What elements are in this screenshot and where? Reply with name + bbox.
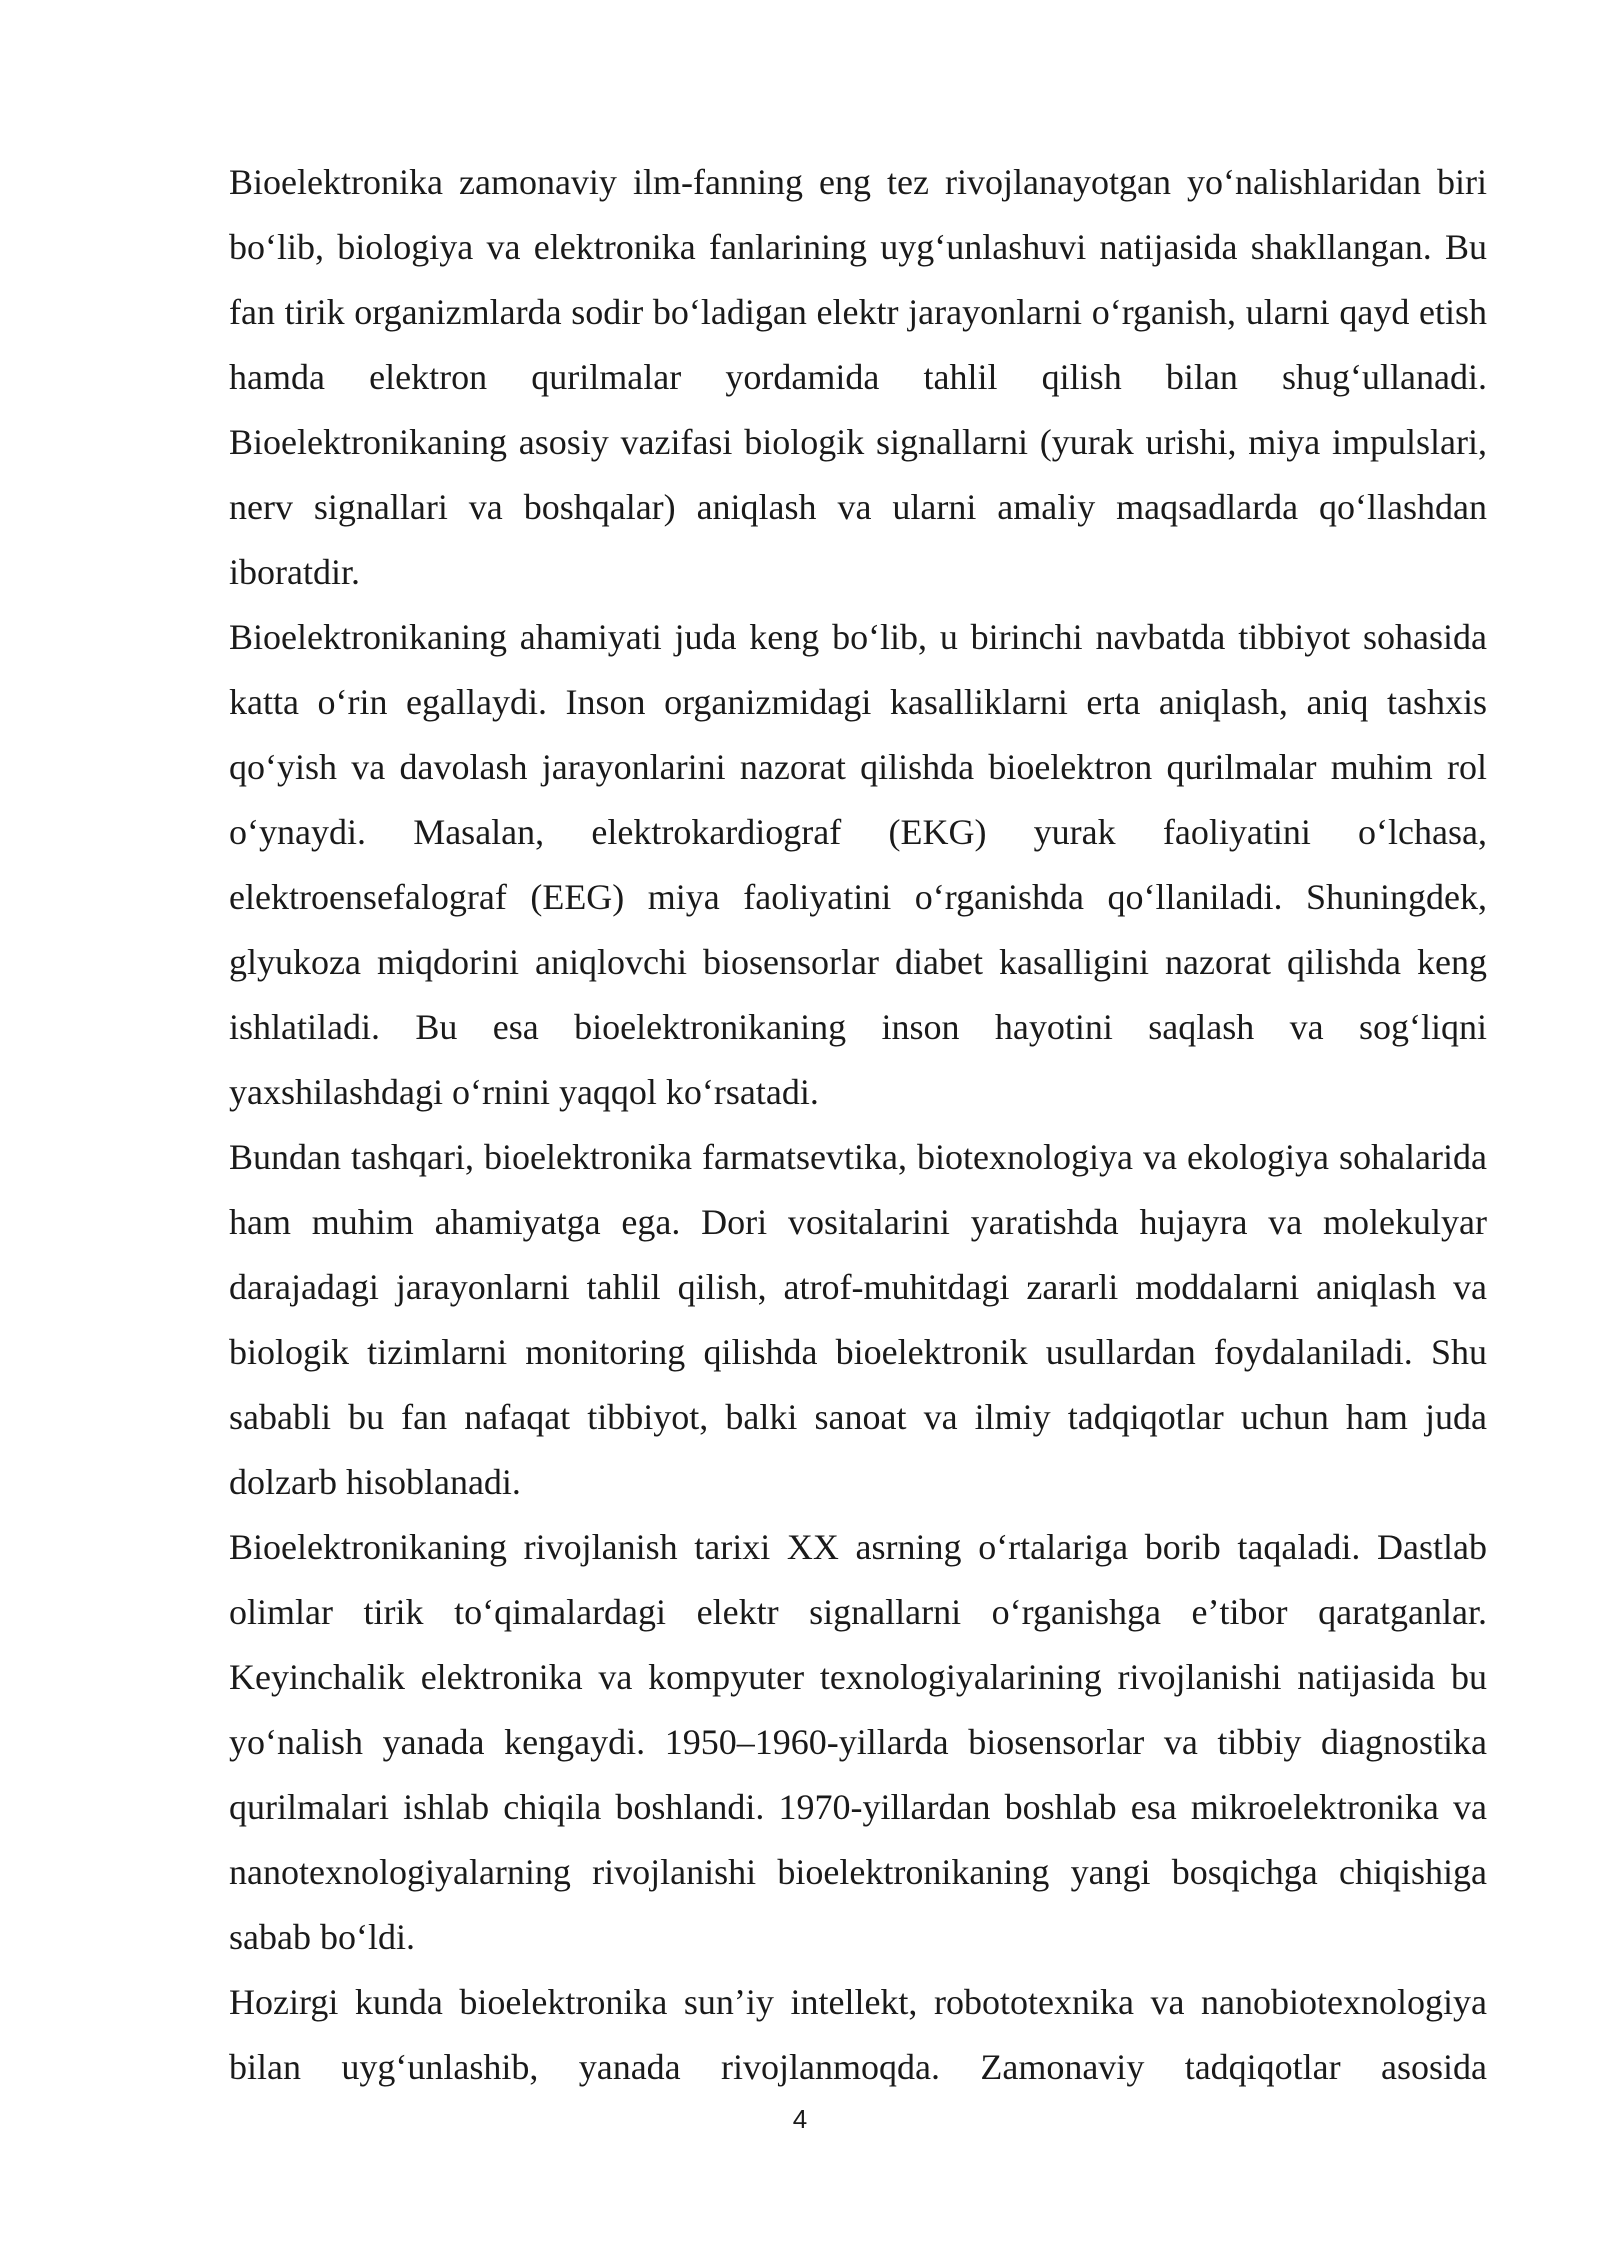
paragraph-importance: Bioelektronikaning ahamiyati juda keng boʻlib, u birinchi navbatda tibbiyot sohasida katta oʻrin egallaydi. Inson organizmidagi kasalliklarni erta aniqlash, aniq tashxis qoʻyish va davolash jarayonlarini nazorat qilishda bioelektron qurilmalar muhim rol oʻynaydi. Masalan, elektrokardiograf (EKG) yurak faoliyatini oʻlchasa, elektroensefalograf (EEG) miya faoliyatini oʻrganishda qoʻllaniladi. Shuningdek, glyukoza miqdorini aniqlovchi biosensorlar diabet kasalligini nazorat qilishda keng ishlatiladi. Bu esa bioelektronikaning inson hayotini saqlash va sogʻliqni yaxshilashdagi oʻrnini yaqqol koʻrsatadi. [229, 617, 1487, 1112]
paragraph-history: Bioelektronikaning rivojlanish tarixi XX asrning oʻrtalariga borib taqaladi. Dastlab olimlar tirik toʻqimalardagi elektr signallarni oʻrganishga eʼtibor qaratganlar. Keyinchalik elektronika va kompyuter texnologiyalarining rivojlanishi natijasida bu yoʻnalish yanada kengaydi. 1950–1960-yillarda biosensorlar va tibbiy diagnostika qurilmalari ishlab chiqila boshlandi. 1970-yillardan boshlab esa mikroelektronika va nanotexnologiyalarning rivojlanishi bioelektronikaning yangi bosqichga chiqishiga sabab boʻldi. [229, 1527, 1487, 1957]
document-body [229, 150, 1487, 2100]
page-number: 4 [792, 2104, 808, 2134]
paragraph-current-state: Hozirgi kunda bioelektronika sunʼiy intellekt, robototexnika va nanobiotexnologiya bilan uygʻunlashib, yanada rivojlanmoqda. Zamonaviy tadqiqotlar asosida [229, 1982, 1487, 2087]
paragraph-applications: Bundan tashqari, bioelektronika farmatsevtika, biotexnologiya va ekologiya sohalarida ham muhim ahamiyatga ega. Dori vositalarini yaratishda hujayra va molekulyar darajadagi jarayonlarni tahlil qilish, atrof-muhitdagi zararli moddalarni aniqlash va biologik tizimlarni monitoring qilishda bioelektronik usullardan foydalaniladi. Shu sababli bu fan nafaqat tibbiyot, balki sanoat va ilmiy tadqiqotlar uchun ham juda dolzarb hisoblanadi. [229, 1137, 1487, 1502]
paragraph-intro: Bioelektronika zamonaviy ilm-fanning eng tez rivojlanayotgan yoʻnalishlaridan biri boʻlib, biologiya va elektronika fanlarining uygʻunlashuvi natijasida shakllangan. Bu fan tirik organizmlarda sodir boʻladigan elektr jarayonlarni oʻrganish, ularni qayd etish hamda elektron qurilmalar yordamida tahlil qilish bilan shugʻullanadi. Bioelektronikaning asosiy vazifasi biologik signallarni (yurak urishi, miya impulslari, nerv signallari va boshqalar) aniqlash va ularni amaliy maqsadlarda qoʻllashdan iboratdir. [229, 162, 1487, 592]
